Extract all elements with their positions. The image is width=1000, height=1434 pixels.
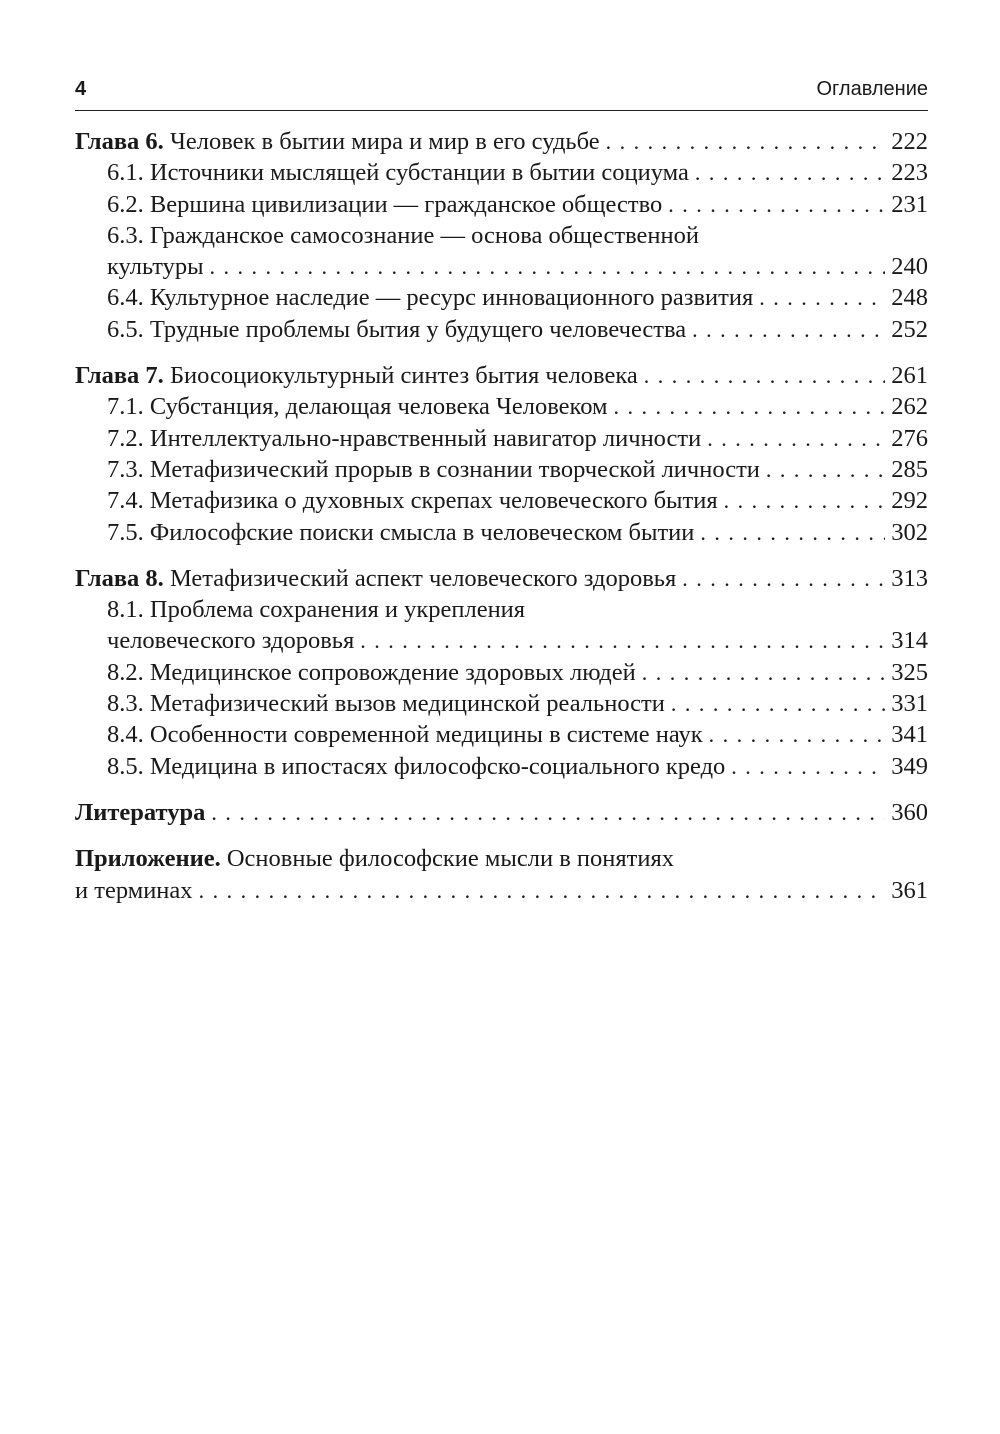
- section-title: 8.5. Медицина в ипостасях философско-социального кредо: [107, 752, 726, 780]
- section-entry: [75, 657, 928, 688]
- literature-label: Литература: [75, 798, 206, 826]
- leader-dots: [709, 719, 886, 750]
- section-entry: [75, 157, 928, 188]
- section-entry: [75, 517, 928, 548]
- section-entry: [75, 454, 928, 485]
- page-ref: 349: [891, 752, 928, 780]
- running-title: Оглавление: [816, 78, 928, 100]
- leader-dots: [606, 126, 886, 157]
- chapter-heading: [75, 360, 928, 391]
- page-number: 4: [75, 78, 87, 100]
- page-ref: 252: [891, 315, 928, 343]
- section-entry: [75, 189, 928, 220]
- section-entry: [75, 391, 928, 422]
- chapter-title: Человек в бытии мира и мир в его судьбе: [163, 128, 600, 155]
- page-ref: 361: [891, 876, 928, 904]
- page-ref: 223: [891, 159, 928, 187]
- chapter-7: [75, 360, 928, 548]
- section-title: 6.1. Источники мыслящей субстанции в бытии социума: [107, 159, 689, 187]
- page-ref: 314: [891, 627, 928, 655]
- leader-dots: [644, 360, 885, 391]
- section-entry: [75, 485, 928, 516]
- section-entry-first-line: [75, 220, 928, 251]
- section-entry-continuation: [75, 251, 928, 282]
- leader-dots: [695, 157, 885, 188]
- leader-dots: [614, 391, 886, 422]
- chapter-label: Глава 8.: [75, 564, 164, 592]
- section-entry: [75, 314, 928, 345]
- chapter-label: Глава 7.: [75, 362, 164, 390]
- leader-dots: [671, 688, 885, 719]
- chapter-heading: [75, 563, 928, 594]
- page-ref: 325: [891, 658, 928, 686]
- leader-dots: [692, 314, 885, 345]
- page-ref: 240: [891, 253, 928, 281]
- section-entry-first-line: [75, 594, 928, 625]
- section-title: 7.2. Интеллектуально-нравственный навигатор личности: [107, 424, 702, 452]
- appendix-title-cont: и терминах: [75, 876, 193, 904]
- page-ref: 292: [891, 487, 928, 515]
- page-ref: 360: [891, 798, 928, 826]
- chapter-title: Метафизический аспект человеческого здоровья: [163, 564, 677, 592]
- section-entry: [75, 423, 928, 454]
- section-title: 8.1. Проблема сохранения и укрепления: [107, 596, 526, 624]
- appendix-heading-continuation: [75, 875, 928, 906]
- section-title-cont: человеческого здоровья: [107, 627, 355, 655]
- section-title: 6.3. Гражданское самосознание — основа общественной: [107, 221, 699, 249]
- page-ref: 262: [891, 393, 928, 421]
- chapter-8: [75, 563, 928, 782]
- section-title: 7.1. Субстанция, делающая человека Человеком: [107, 393, 608, 421]
- leader-dots: [210, 251, 886, 282]
- page-header: [75, 76, 928, 111]
- literature-heading: [75, 797, 928, 828]
- chapter-label: Глава 6.: [75, 128, 164, 155]
- chapter-title: Биосоциокультурный синтез бытия человека: [163, 362, 638, 390]
- page-ref: 261: [891, 362, 928, 390]
- literature-entry: [75, 797, 928, 828]
- section-title-cont: культуры: [107, 253, 204, 281]
- page-ref: 231: [891, 190, 928, 218]
- page-ref: 285: [891, 455, 928, 483]
- leader-dots: [642, 657, 886, 688]
- appendix-title: Основные философские мысли в понятиях: [220, 845, 674, 873]
- section-title: 8.2. Медицинское сопровождение здоровых людей: [107, 658, 636, 686]
- page-ref: 276: [891, 424, 928, 452]
- page-ref: 248: [891, 284, 928, 312]
- leader-dots: [724, 485, 886, 516]
- leader-dots: [668, 189, 885, 220]
- leader-dots: [700, 517, 885, 548]
- section-title: 8.3. Метафизический вызов медицинской реальности: [107, 690, 665, 718]
- section-entry: [75, 282, 928, 313]
- section-title: 6.5. Трудные проблемы бытия у будущего человечества: [107, 315, 687, 343]
- appendix-heading-first-line: [75, 843, 928, 874]
- appendix-entry: [75, 843, 928, 906]
- page-ref: 341: [891, 721, 928, 749]
- leader-dots: [211, 797, 885, 828]
- chapter-6: [75, 126, 928, 345]
- leader-dots: [682, 563, 885, 594]
- page-ref: 302: [891, 518, 928, 546]
- page-ref: 331: [891, 690, 928, 718]
- leader-dots: [707, 423, 885, 454]
- section-title: 6.2. Вершина цивилизации — гражданское общество: [107, 190, 663, 218]
- leader-dots: [766, 454, 885, 485]
- section-entry: [75, 751, 928, 782]
- section-title: 7.3. Метафизический прорыв в сознании творческой личности: [107, 455, 760, 483]
- leader-dots: [199, 875, 886, 906]
- page-ref: 222: [891, 128, 928, 155]
- table-of-contents: [75, 126, 928, 921]
- appendix-label: Приложение.: [75, 845, 221, 873]
- chapter-heading: [75, 126, 928, 157]
- section-title: 7.4. Метафизика о духовных скрепах человеческого бытия: [107, 487, 718, 515]
- section-title: 6.4. Культурное наследие — ресурс инновационного развития: [107, 284, 754, 312]
- leader-dots: [360, 625, 885, 656]
- section-entry: [75, 719, 928, 750]
- section-title: 7.5. Философские поиски смысла в человеческом бытии: [107, 518, 695, 546]
- section-entry: [75, 688, 928, 719]
- leader-dots: [731, 751, 885, 782]
- page-ref: 313: [891, 564, 928, 592]
- section-entry-continuation: [75, 625, 928, 656]
- section-title: 8.4. Особенности современной медицины в системе наук: [107, 721, 703, 749]
- leader-dots: [759, 282, 885, 313]
